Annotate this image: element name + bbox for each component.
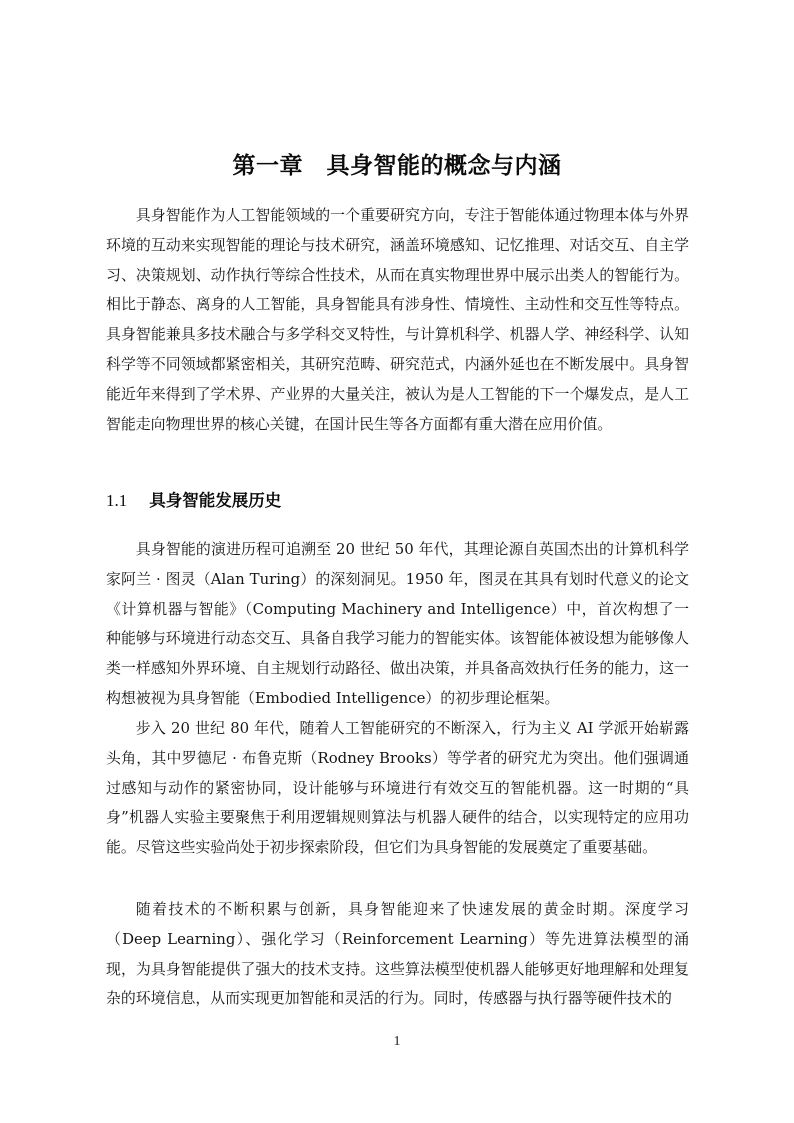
section-title: 具身智能发展历史 — [149, 491, 282, 510]
intro-paragraph: 具身智能作为人工智能领域的一个重要研究方向，专注于智能体通过物理本体与外界环境的互动来实现智能的理论与技术研究，涵盖环境感知、记忆推理、对话交互、自主学习、决策规划、动作执行等综合性技术，从而在真实物理世界中展示出类人的智能行为。相比于静态、离身的人工智能，具身智能具有涉身性、情境性、主动性和交互性等特点。具身智能兼具多技术融合与多学科交叉特性，与计算机科学、机器人学、神经科学、认知科学等不同领域都紧密相关，其研究范畴、研究范式，内涵外延也在不断发展中。具身智能近年来得到了学术界、产业界的大量关注，被认为是人工智能的下一个爆发点，是人工智能走向物理世界的核心关键，在国计民生等各方面都有重大潜在应用价值。 — [106, 206, 689, 433]
page-number: 1 — [393, 1034, 401, 1049]
section-number: 1.1 — [106, 491, 128, 510]
section-heading — [106, 486, 281, 516]
history-paragraph-1: 具身智能的演进历程可追溯至 20 世纪 50 年代，其理论源自英国杰出的计算机科学家阿兰 · 图灵（Alan Turing）的深刻洞见。1950 年，图灵在其具有划时代意义的论文《计算机器与智能》（Computing Machinery and Intelligence）中，首次构想了一种能够与环境进行动态交互、具备自我学习能力的智能实体。该智能体被设想为能够像人类一样感知外界环境、自主规划行动路径、做出决策，并具备高效执行任务的能力，这一构想被视为具身智能（Embodied Intelligence）的初步理论框架。 — [106, 540, 689, 707]
history-paragraph-3: 随着技术的不断积累与创新，具身智能迎来了快速发展的黄金时期。深度学习（Deep Learning）、强化学习（Reinforcement Learning）等先进算法模型的涌现，为具身智能提供了强大的技术支持。这些算法模型使机器人能够更好地理解和处理复杂的环境信息，从而实现更加智能和灵活的行为。同时，传感器与执行器等硬件技术的 — [106, 900, 689, 1008]
chapter-title: 第一章 具身智能的概念与内涵 — [232, 153, 562, 179]
history-paragraph-2: 步入 20 世纪 80 年代，随着人工智能研究的不断深入，行为主义 AI 学派开始崭露头角，其中罗德尼 · 布鲁克斯（Rodney Brooks）等学者的研究尤为突出。他们强调通过感知与动作的紧密协同，设计能够与环境进行有效交互的智能机器。这一时期的“具身”机器人实验主要聚焦于利用逻辑规则算法与机器人硬件的结合，以实现特定的应用功能。尽管这些实验尚处于初步探索阶段，但它们为具身智能的发展奠定了重要基础。 — [106, 719, 689, 857]
